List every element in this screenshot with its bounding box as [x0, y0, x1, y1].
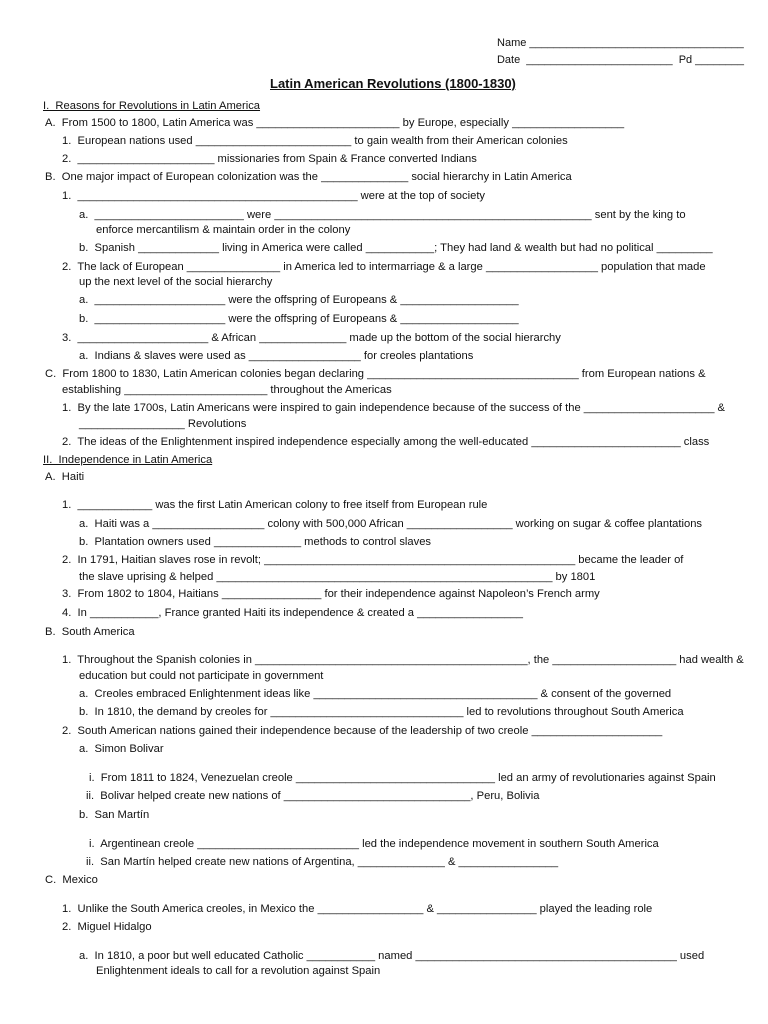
outline-line: A. From 1500 to 1800, Latin America was _______________________ by Europe, especially __________________ — [45, 117, 625, 129]
outline-line: a. In 1810, a poor but well educated Catholic ___________ named __________________________________________ used — [79, 950, 705, 962]
outline-line: the slave uprising & helped ______________________________________________________ by 1801 — [79, 571, 596, 583]
outline-line: 2. Miguel Hidalgo — [62, 921, 152, 933]
outline-line: 2. South American nations gained their independence because of the leadership of two creole _____________________ — [62, 725, 663, 737]
outline-line: A. Haiti — [45, 471, 85, 483]
outline-line: 1. European nations used _________________________ to gain wealth from their American colonies — [62, 135, 568, 147]
outline-line: 3. From 1802 to 1804, Haitians ________________ for their independence against Napoleon’s French army — [62, 588, 600, 600]
outline-line: a. Simon Bolivar — [79, 743, 164, 755]
outline-line: 2. The lack of European _______________ in America led to intermarriage & a large __________________ population that made — [62, 261, 706, 273]
outline-line: b. Spanish _____________ living in America were called ___________; They had land & wealth but had no political _________ — [79, 242, 713, 254]
outline-line: a. Indians & slaves were used as __________________ for creoles plantations — [79, 350, 474, 362]
outline-line: 1. _____________________________________________ were at the top of society — [62, 190, 486, 202]
outline-line: 2. ______________________ missionaries from Spain & France converted Indians — [62, 153, 477, 165]
outline-line: 1. By the late 1700s, Latin Americans were inspired to gain independence because of the success of the _____________________ & — [62, 402, 726, 414]
outline-line: 1. Throughout the Spanish colonies in ____________________________________________, the ____________________ had wealth & — [62, 654, 744, 666]
outline-line: a. ________________________ were ___________________________________________________ sent by the king to — [79, 209, 686, 221]
outline-line: enforce mercantilism & maintain order in the colony — [96, 224, 351, 236]
outline-line: ii. San Martín helped create new nations of Argentina, ______________ & ________________ — [86, 856, 559, 868]
outline-line: C. From 1800 to 1830, Latin American colonies began declaring __________________________________ from European nations & — [45, 368, 706, 380]
section-heading: I. Reasons for Revolutions in Latin America — [43, 100, 261, 112]
outline-line: establishing _______________________ throughout the Americas — [62, 384, 392, 396]
section-heading: II. Independence in Latin America — [43, 454, 213, 466]
outline-line: 1. ____________ was the first Latin American colony to free itself from European rule — [62, 499, 488, 511]
outline-line: b. Plantation owners used ______________ methods to control slaves — [79, 536, 432, 548]
outline-line: ii. Bolivar helped create new nations of ______________________________, Peru, Bolivia — [86, 790, 540, 802]
outline-line: i. Argentinean creole __________________________ led the independence movement in southern South America — [89, 838, 659, 850]
outline-line: C. Mexico — [45, 874, 98, 886]
name-field-line[interactable]: Name ___________________________________ — [497, 37, 744, 49]
outline-line: 2. The ideas of the Enlightenment inspired independence especially among the well-educated ________________________ class — [62, 436, 710, 448]
outline-line: 4. In ___________, France granted Haiti its independence & created a _________________ — [62, 607, 523, 619]
outline-line: B. One major impact of European colonization was the ______________ social hierarchy in Latin America — [45, 171, 572, 183]
outline-line: i. From 1811 to 1824, Venezuelan creole ________________________________ led an army of revolutionaries against Spain — [89, 772, 716, 784]
worksheet-title: Latin American Revolutions (1800-1830) — [270, 76, 516, 91]
outline-line: 1. Unlike the South America creoles, in Mexico the _________________ & ________________ played the leading role — [62, 903, 653, 915]
outline-line: B. South America — [45, 626, 135, 638]
outline-line: a. Creoles embraced Enlightenment ideas like ____________________________________ & consent of the governed — [79, 688, 672, 700]
outline-line: _________________ Revolutions — [79, 418, 247, 430]
outline-line: 3. _____________________ & African ______________ made up the bottom of the social hierarchy — [62, 332, 561, 344]
outline-line: b. San Martín — [79, 809, 150, 821]
outline-line: Enlightenment ideals to call for a revolution against Spain — [96, 965, 381, 977]
outline-line: education but could not participate in government — [79, 670, 324, 682]
outline-line: b. _____________________ were the offspring of Europeans & ___________________ — [79, 313, 519, 325]
date-period-field-line[interactable]: Date ________________________ Pd ________ — [497, 54, 744, 66]
outline-line: a. _____________________ were the offspring of Europeans & ___________________ — [79, 294, 519, 306]
outline-line: b. In 1810, the demand by creoles for _______________________________ led to revolutions throughout South America — [79, 706, 684, 718]
outline-line: up the next level of the social hierarchy — [79, 276, 273, 288]
outline-line: a. Haiti was a __________________ colony with 500,000 African _________________ working on sugar & coffee plantations — [79, 518, 703, 530]
outline-line: 2. In 1791, Haitian slaves rose in revolt; __________________________________________________ became the leader of — [62, 554, 684, 566]
